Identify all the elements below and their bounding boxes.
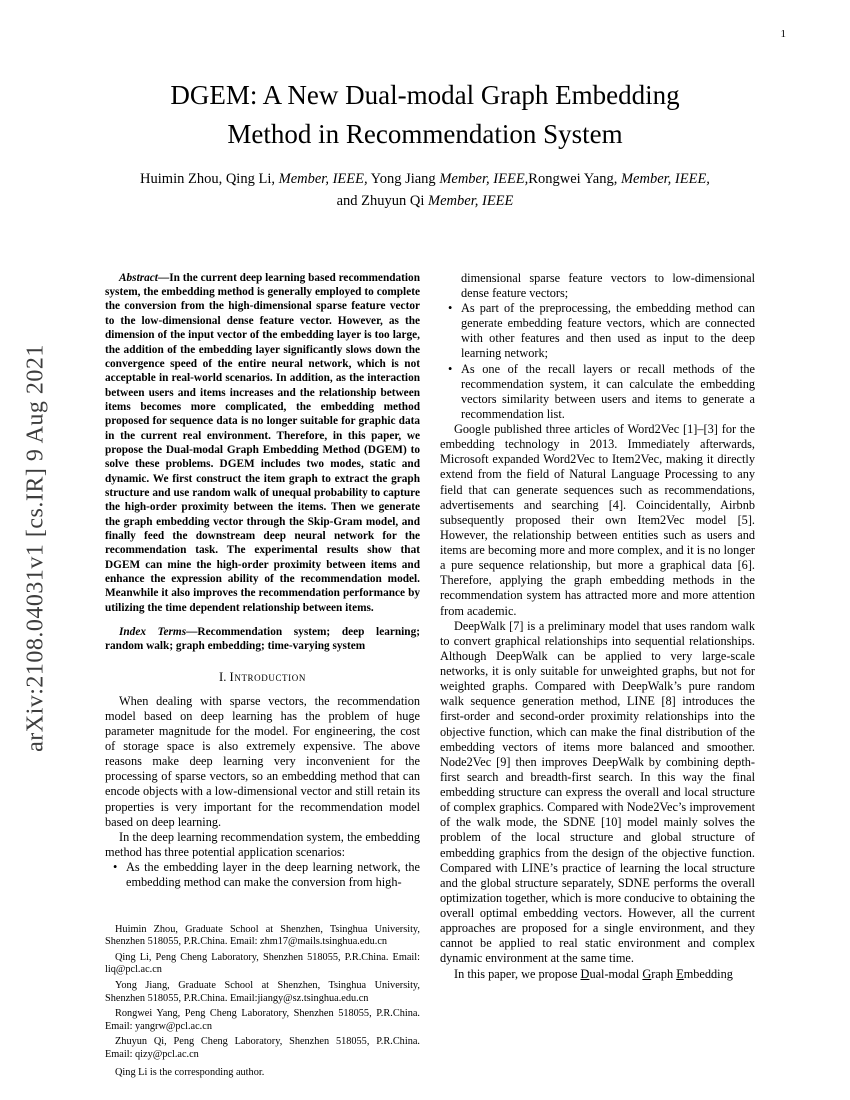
right-column bbox=[440, 271, 755, 1083]
section-heading-introduction bbox=[105, 670, 420, 685]
footnote-author-5: Zhuyun Qi, Peng Cheng Laboratory, Shenzhen 518055, P.R.China. Email: qizy@pcl.ac.cn bbox=[105, 1036, 420, 1060]
intro-paragraph-1: When dealing with sparse vectors, the recommendation model based on deep learning has the problem of huge parameter magnitude for the model. For engineering, the cost of storage space is also extremely expensive. The above reasons make deep learning very inconvenient for the processing of sparse vectors, so an embedding method that can encode objects with a low-dimensional vector and still retain its properties is very important for the recommendation model based on deep learning. bbox=[105, 693, 420, 829]
text-segment: raph bbox=[651, 966, 677, 981]
text-segment: In this paper, we propose bbox=[454, 966, 581, 981]
bullet-icon: • bbox=[448, 301, 453, 316]
paper-title bbox=[90, 76, 760, 154]
paper-title-line1: DGEM: A New Dual-modal Graph Embedding bbox=[170, 80, 680, 110]
index-terms bbox=[105, 625, 420, 654]
paper-title-line2: Method in Recommendation System bbox=[227, 119, 623, 150]
text-segment: ual-modal bbox=[589, 966, 643, 981]
footnote-author-2: Qing Li, Peng Cheng Laboratory, Shenzhen 518055, P.R.China. Email: liq@pcl.ac.cn bbox=[105, 951, 420, 976]
bullet-item-1 bbox=[105, 860, 420, 890]
abstract-dash: — bbox=[157, 271, 170, 284]
bullet-3-text: As one of the recall layers or recall methods of the recommendation system, it can calculate the embedding vectors similarity between users and items to generate a recommendation list. bbox=[461, 361, 755, 421]
section-number: I. bbox=[219, 669, 227, 684]
author-line-1 bbox=[0, 169, 850, 191]
bullet-1-continuation: dimensional sparse feature vectors to low-dimensional dense feature vectors; bbox=[461, 270, 755, 300]
index-terms-text: Recommendation system; deep learning; random walk; graph embedding; time-varying system bbox=[105, 626, 420, 653]
page-number: 1 bbox=[780, 28, 786, 40]
author-membership: Member, IEEE bbox=[428, 193, 514, 210]
two-column-body bbox=[105, 271, 755, 1083]
author-membership: Member, IEEE, bbox=[439, 171, 529, 188]
bullet-2-text: As part of the preprocessing, the embedding method can generate embedding feature vectors, which are connected with other features and then used as input to the deep learning network; bbox=[461, 301, 755, 361]
author-line-2 bbox=[0, 191, 850, 213]
text-segment: mbedding bbox=[683, 966, 733, 981]
arxiv-watermark: arXiv:2108.04031v1 [cs.IR] 9 Aug 2021 bbox=[22, 344, 49, 752]
section-title: Introduction bbox=[229, 669, 306, 684]
author-membership: Member, IEEE, bbox=[620, 171, 710, 188]
footnotes bbox=[105, 914, 420, 1083]
abstract-text: In the current deep learning based recommendation system, the embedding method is generally employed to complete the conversion from the high-dimensional sparse feature vector to the low-dimensional dense feature vector. However, as the dimension of the input vector of the embedding layer is too large, the addition of the embedding layer significantly slows down the convergence speed of the entire neural network, which is not acceptable in real-world scenarios. In addition, as the interaction between users and items increases and the relationship between items becomes more complicated, the embedding method proposed for sequence data is no longer suitable for graphic data in the current real environment. Therefore, in this paper, we propose the Dual-modal Graph Embedding Method (DGEM) to solve these problems. DGEM includes two modes, static and dynamic. We first construct the item graph to extract the graph structure and use random walk of unequal probability to capture the high-order proximity between the items. Then we generate the graph embedding vector through the Skip-Gram model, and finally feed the downstream deep neural network for the recommendation task. The experimental results show that DGEM can mine the high-order proximity between items and enhance the expression ability of the recommendation model. Meanwhile it also improves the recommendation performance by utilizing the time dependent relationship between items. bbox=[105, 271, 420, 614]
text-segment-underlined: G bbox=[642, 966, 652, 981]
bullet-icon: • bbox=[113, 860, 118, 875]
abstract bbox=[105, 271, 420, 615]
abstract-label: Abstract bbox=[119, 271, 158, 284]
intro-paragraph-2: In the deep learning recommendation system, the embedding method has three potential application scenarios: bbox=[105, 829, 420, 859]
bullet-1-text: As the embedding layer in the deep learning network, the embedding method can make the conversion from high- bbox=[126, 860, 420, 890]
author-segment: Yong Jiang bbox=[367, 171, 440, 188]
intro-paragraph-4: DeepWalk [7] is a preliminary model that uses random walk to convert graphical relationships into sequential relationships. Although DeepWalk can be applied to very large-scale networks, it is only suitable for unweighted graphs, but not for weighted graphs. Compared with DeepWalk’s pure random walk sequence generation method, LINE [8] introduces the first-order and second-order proximity relationships into the objective function, which can make the final distribution of the embedding vectors of items more balanced and smoother. Node2Vec [9] then improves DeepWalk by combining depth-first search and breadth-first search. In this way the final embedding structure can express the overall and local structure of complex graphics. Compared with Node2Vec’s improvement of the walk mode, the SDNE [10] model mainly solves the problem of the local structure and global structure of embedding graphics from the design of the objective function. Compared with LINE’s practice of learning the local structure and the global structure separately, SDNE performs the overall optimization together, which is more conducive to obtaining the overall optimal embedding vectors. However, all the current approaches are proposed for a single environment, and they cannot be applied to real static environment and complex dynamic environment at the same time. bbox=[440, 618, 755, 966]
author-segment: and Zhuyun Qi bbox=[336, 193, 429, 210]
text-segment-underlined: D bbox=[580, 966, 590, 981]
footnote-corresponding-author: Qing Li is the corresponding author. bbox=[115, 1067, 265, 1079]
intro-paragraph-3: Google published three articles of Word2Vec [1]–[3] for the embedding technology in 2013. Immediately afterwards, Microsoft expanded Word2Vec to Item2Vec, making it directly extend from the field of Natural Language Processing to any field that can generate sequences such as recommendations, advertisements and searching [4]. Coincidentally, Airbnb subsequently proposed their own Item2Vec model [5]. However, the relationship between entities such as users and items are becoming more and more complex, and it is no longer a pure sequence relationship, but more a graphical data [6]. Therefore, applying the graph embedding methods in the recommendation system has attracted more and more attention from academic. bbox=[440, 422, 755, 618]
footnote-author-3: Yong Jiang, Graduate School at Shenzhen, Tsinghua University, Shenzhen 518055, P.R.China. Email:jiangy@sz.tsinghua.edu.cn bbox=[105, 979, 420, 1004]
author-segment: Huimin Zhou, Qing Li, bbox=[140, 171, 279, 188]
bullet-icon: • bbox=[448, 361, 453, 376]
bullet-item-2 bbox=[440, 301, 755, 362]
footnote-author-4: Rongwei Yang, Peng Cheng Laboratory, Shenzhen 518055, P.R.China. Email: yangrw@pcl.ac.cn bbox=[105, 1008, 420, 1032]
author-segment: Rongwei Yang, bbox=[528, 171, 621, 188]
index-terms-dash: — bbox=[186, 626, 198, 639]
author-list bbox=[0, 169, 850, 213]
text-segment-underlined: E bbox=[676, 966, 684, 981]
left-column bbox=[105, 271, 420, 1083]
footnote-author-1: Huimin Zhou, Graduate School at Shenzhen, Tsinghua University, Shenzhen 518055, P.R.China. Email: zhm17@mails.tsinghua.edu.cn bbox=[105, 923, 420, 948]
index-terms-label: Index Terms bbox=[119, 626, 187, 639]
intro-paragraph-5 bbox=[440, 967, 755, 982]
bullet-item-3 bbox=[440, 362, 755, 423]
author-membership: Member, IEEE, bbox=[278, 171, 368, 188]
